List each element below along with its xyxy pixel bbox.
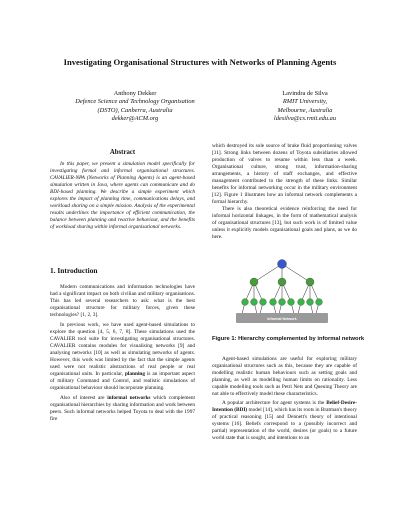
author-block-1: [50, 90, 220, 123]
hierarchy-mid-node: [250, 278, 258, 286]
author-affiliation-line: (DSTO), Canberra, Australia: [97, 106, 173, 114]
hierarchy-root-node: [278, 260, 287, 269]
figure-edges: [242, 264, 319, 314]
hierarchy-mid-node: [306, 278, 314, 286]
hierarchy-leaf-node: [260, 299, 267, 306]
author-affiliation-line: Melbourne, Australia: [277, 106, 333, 114]
hierarchy-leaf-node: [270, 299, 277, 306]
figure-caption: Figure 1: Hierarchy complemented by informal network: [212, 336, 365, 342]
hierarchy-leaf-node: [288, 299, 295, 306]
hierarchy-leaf-node: [279, 299, 286, 306]
author-email: dekker@ACM.org: [111, 114, 159, 122]
body-paragraph: There is also theoretical evidence reinforcing the need for informal horizontal linkages, in the form of mathematical analysis of organisational structures [13], but such work is of limited value unless it explicitly models organisational goals and plans, as we do here.: [212, 206, 357, 240]
abstract-heading: Abstract: [109, 149, 136, 156]
paper-title: Investigating Organisational Structures with Networks of Planning Agents: [63, 57, 337, 67]
right-column-top: [212, 143, 357, 241]
right-column-bottom: [212, 356, 357, 444]
hierarchy-edge: [254, 264, 282, 282]
author-block-2: [240, 90, 370, 123]
informal-network-label: Informal Network: [267, 317, 297, 321]
figure-1-network-diagram: [232, 258, 332, 326]
hierarchy-leaf-node: [251, 299, 258, 306]
hierarchy-leaf-node: [242, 299, 249, 306]
author-email: ldesilva@cs.rmit.edu.au: [273, 114, 337, 122]
hierarchy-edge: [282, 264, 310, 282]
hierarchy-leaf-node: [298, 299, 305, 306]
body-paragraph: A popular architecture for agent systems is the Belief-Desire-Intention (BDI) model [14], which has its roots in Bratman's theory of practical reasoning [15] and Dennett's theory of intentional systems [16]. Beliefs correspond to a (possibly incorrect and partial) representation of the world, desires (or goals) to a future world state that is sought, and intentions to an: [212, 400, 357, 441]
section-heading-introduction: 1. Introduction: [50, 266, 98, 275]
hierarchy-leaf-node: [316, 299, 323, 306]
introduction-body: [50, 284, 195, 426]
hierarchy-leaf-node: [307, 299, 314, 306]
body-paragraph: Agent-based simulations are useful for exploring military organisational structures such as this, because they are capable of modelling realistic human behaviours such as setting goals and planning, as well as modelling human limits on rationality. Less capable modelling tools such as Petri Nets and Queuing Theory are not able to effectively model these characteristics.: [212, 356, 357, 397]
author-affiliation-line: Defence Science and Technology Organisation: [75, 98, 195, 106]
intro-paragraph: Modern communications and information technologies have had a significant impact on both civilian and military organisations. This has led several researchers to ask: what is the best organisational structure for military forces, given these technologies? [1, 2, 3].: [50, 284, 195, 318]
author-name: Lavindra de Silva: [282, 90, 328, 97]
author-name: Anthony Dekker: [113, 90, 157, 97]
hierarchy-mid-node: [278, 278, 286, 286]
abstract-paragraph: In this paper, we present a simulation model specifically for investigating formal and informal organisational structures. CAVALIER-NPA (Networks of Planning Agents) is an agent-based simulation written in Java, where agents can communicate and do BDI-based planning. We describe a simple experiment which explores the impact of planning time, communications delays, and workload sharing on a simple mission. Analysis of the experimental results underlines the importance of efficient communication, the balance between planning and reactive behaviour, and the benefits of workload sharing within informal organisational networks.: [50, 161, 195, 230]
author-affiliation-line: RMIT University,: [282, 98, 328, 106]
intro-paragraph: In previous work, we have used agent-based simulations to explore the question [4, 5, 6, 7, 8]. These simulations used the CAVALIER tool suite for investigating organisational structures. CAVALIER contains modules for visualising networks [9] and analysing networks [10] as well as simulating networks of agents. However, this work was limited by the fact that the simple agents used were not realistic abstractions of real people or real organisational units. In particular, planning is an important aspect of military Command and Control, and realistic simulations of organisational behaviour should incorporate planning.: [50, 322, 195, 391]
abstract-body: [50, 161, 195, 231]
body-paragraph: which destroyed its sole source of brake fluid proportioning valves [11]. Strong links between dozens of Toyota subsidiaries allowed production of valves to resume within less than a week. Organisational culture, strong trust, information-sharing arrangements, a history of staff exchanges, and effective management contributed to the strength of these links. Similar benefits for informal networking occur in the military environment [12]. Figure 1 illustrates how an informal network complements a formal hierarchy.: [212, 143, 357, 205]
figure-nodes: [242, 260, 323, 306]
intro-paragraph: Also of interest are informal networks which complement organisational hierarchies by sharing information and work between peers. Such informal networks helped Toyota to deal with the 1997 fire: [50, 395, 195, 422]
